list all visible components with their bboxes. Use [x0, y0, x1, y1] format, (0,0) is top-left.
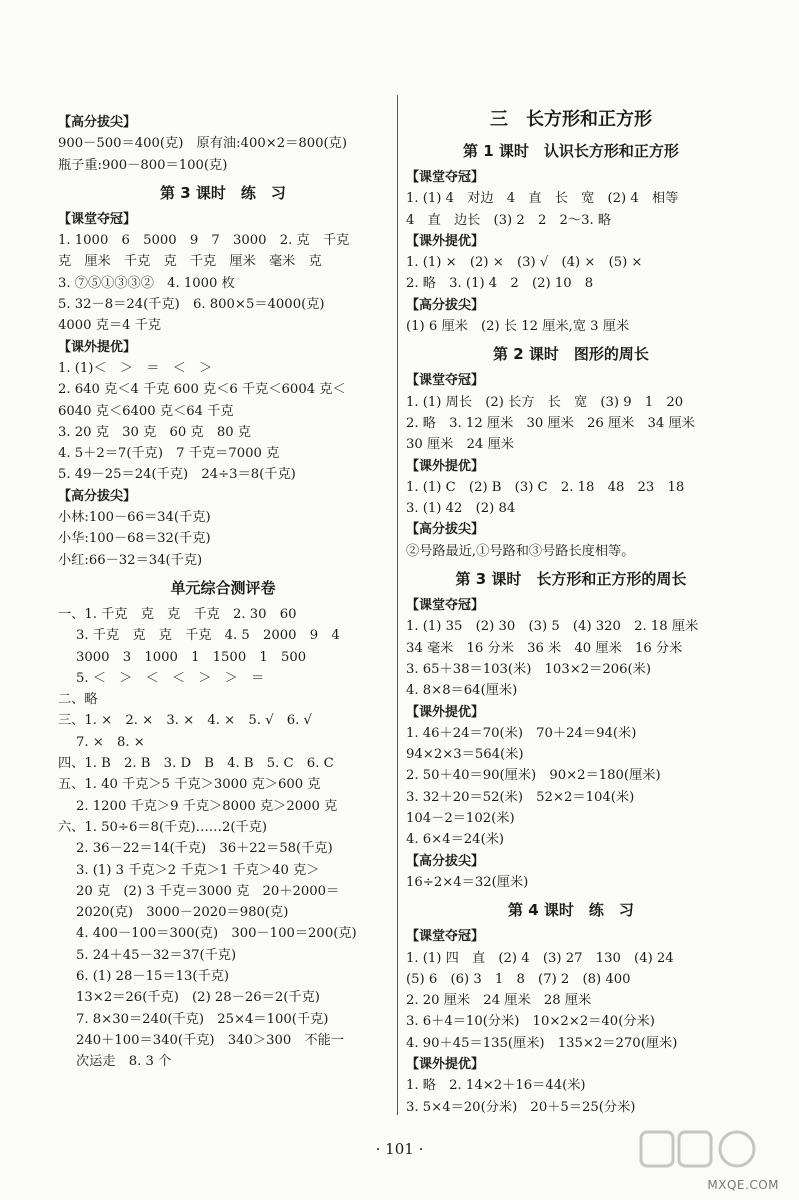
answer-line: 1. (1)＜ ＞ ＝ ＜ ＞ [58, 360, 213, 376]
answer-line: 一、1. 千克 克 克 千克 2. 30 60 [58, 606, 297, 622]
lesson-heading: 第 3 课时 长方形和正方形的周长 [455, 570, 687, 589]
answer-line: 1. 46＋24＝70(米) 70＋24＝94(米) [406, 725, 637, 741]
left-column [58, 112, 388, 1072]
answer-line: 4. 400－100＝300(克) 300－100＝200(克) [76, 926, 357, 942]
section-tag: 【高分拔尖】 [58, 115, 137, 130]
answer-line: 四、1. B 2. B 3. D B 4. B 5. C 6. C [58, 756, 334, 772]
answer-line: 1. (1) 四 直 (2) 4 (3) 27 130 (4) 24 [406, 950, 674, 966]
answer-line: 2020(克) 3000－2020＝980(克) [76, 905, 289, 921]
answer-line: 3. ⑦⑤①③③② 4. 1000 枚 [58, 275, 235, 291]
section-tag: 【高分拔尖】 [406, 297, 485, 313]
section-tag: 【高分拔尖】 [406, 853, 485, 869]
chapter-title: 三 长方形和正方形 [490, 109, 652, 130]
column-divider [397, 95, 398, 1115]
section-tag: 【课外提优】 [406, 704, 485, 720]
answer-line: 2. 略 3. (1) 4 2 (2) 10 8 [406, 276, 594, 292]
answer-line: 次运走 8. 3 个 [76, 1054, 172, 1070]
answer-line: 克 厘米 千克 克 千克 厘米 毫米 克 [58, 254, 322, 270]
answer-line: 16÷2×4＝32(厘米) [406, 874, 529, 890]
answer-line: 3. 20 克 30 克 60 克 80 克 [58, 424, 251, 440]
answer-line: 6. (1) 28－15＝13(千克) [76, 968, 230, 984]
answer-line: 3. (1) 42 (2) 84 [406, 501, 516, 517]
answer-line: 94×2×3＝564(米) [406, 747, 524, 763]
answer-line: 2. 20 厘米 24 厘米 28 厘米 [406, 993, 592, 1009]
section-tag: 【高分拔尖】 [406, 522, 485, 538]
lesson-heading: 第 2 课时 图形的周长 [493, 345, 649, 364]
section-tag: 【课外提优】 [406, 233, 485, 249]
answer-line: 3. 千克 克 克 千克 4. 5 2000 9 4 [76, 628, 340, 644]
answer-line: 7. × 8. × [76, 734, 145, 750]
section-tag: 【高分拔尖】 [58, 488, 137, 504]
answer-line: 六、1. 50÷6＝8(千克)……2(千克) [58, 819, 268, 835]
answer-line: 3. 6＋4＝10(分米) 10×2×2＝40(分米) [406, 1014, 655, 1030]
answer-line: 3. (1) 3 千克＞2 千克＞1 千克＞40 克＞ [76, 862, 320, 878]
section-tag: 【课堂夺冠】 [406, 929, 485, 945]
section-tag: 【课堂夺冠】 [406, 598, 485, 614]
answer-line: 2. 640 克＜4 千克 600 克＜6 千克＜6004 克＜ [58, 382, 346, 398]
right-column [406, 109, 736, 1118]
answer-line: 34 毫米 16 分米 36 米 40 厘米 16 分米 [406, 640, 683, 656]
answer-line: 1. 略 2. 14×2＋16＝44(米) [406, 1078, 586, 1094]
answer-line: 小林:100－66＝34(千克) [58, 510, 211, 526]
answer-line: 20 克 (2) 3 千克＝3000 克 20＋2000＝ [76, 883, 340, 899]
answer-line: 瓶子重:900－800＝100(克) [58, 157, 228, 173]
answer-line: 1. 1000 6 5000 9 7 3000 2. 克 千克 [58, 233, 350, 249]
answer-line: 1. (1) 周长 (2) 长方 长 宽 (3) 9 1 20 [406, 394, 684, 410]
answer-line: 1. (1) C (2) B (3) C 2. 18 48 23 18 [406, 479, 685, 495]
answer-line: 6040 克＜6400 克＜64 千克 [58, 403, 234, 419]
answer-line: 5. ＜ ＞ ＜ ＜ ＞ ＞ ＝ [76, 670, 265, 686]
section-tag: 【课堂夺冠】 [406, 170, 485, 185]
answer-line: 240＋100＝340(千克) 340＞300 不能一 [76, 1032, 345, 1048]
section-tag: 【课外提优】 [406, 1056, 485, 1072]
answer-line: 2. 1200 千克＞9 千克＞8000 克＞2000 克 [76, 798, 338, 814]
answer-line: 三、1. × 2. × 3. × 4. × 5. √ 6. √ [58, 713, 312, 729]
answer-line: 4. 8×8＝64(厘米) [406, 683, 518, 699]
answer-line: 二、略 [58, 692, 98, 708]
answer-line: 3000 3 1000 1 1500 1 500 [76, 649, 307, 665]
answer-line: 104－2＝102(米) [406, 811, 515, 827]
lesson-heading: 第 4 课时 练 习 [508, 901, 634, 920]
answer-line: 5. 49－25＝24(千克) 24÷3＝8(千克) [58, 467, 296, 483]
answer-line: 900－500＝400(克) 原有油:400×2＝800(克) [58, 136, 348, 152]
answer-line: 4000 克＝4 千克 [58, 318, 162, 334]
answer-line: ②号路最近,①号路和③号路长度相等。 [406, 543, 635, 559]
answer-line: 5. 24＋45－32＝37(千克) [76, 947, 237, 963]
answer-line: 7. 8×30＝240(千克) 25×4＝100(千克) [76, 1011, 329, 1027]
answer-line: 2. 36－22＝14(千克) 36＋22＝58(千克) [76, 841, 333, 857]
watermark-url: MXQE.COM [707, 1178, 779, 1192]
answer-line: 4 直 边长 (3) 2 2 2～3. 略 [406, 212, 612, 228]
answer-line: 4. 90＋45＝135(厘米) 135×2＝270(厘米) [406, 1035, 678, 1051]
section-tag: 【课外提优】 [58, 339, 137, 355]
answer-line: 5. 32－8＝24(千克) 6. 800×5＝4000(克) [58, 297, 325, 313]
answer-line: 4. 6×4＝24(米) [406, 832, 505, 848]
lesson-heading: 第 3 课时 练 习 [160, 183, 286, 202]
page-number: · 101 · [375, 1140, 424, 1158]
section-tag: 【课堂夺冠】 [406, 373, 485, 389]
answer-line: (1) 6 厘米 (2) 长 12 厘米,宽 3 厘米 [406, 319, 630, 335]
answer-line: (5) 6 (6) 3 1 8 (7) 2 (8) 400 [406, 971, 631, 987]
answer-line: 2. 50＋40＝90(厘米) 90×2＝180(厘米) [406, 768, 661, 784]
lesson-heading: 第 1 课时 认识长方形和正方形 [463, 142, 679, 160]
answer-line: 4. 5＋2＝7(千克) 7 千克＝7000 克 [58, 446, 280, 462]
section-tag: 【课堂夺冠】 [58, 211, 137, 227]
lesson-heading: 单元综合测评卷 [170, 578, 276, 597]
answer-line: 1. (1) × (2) × (3) √ (4) × (5) × [406, 255, 643, 271]
answer-line: 3. 5×4＝20(分米) 20＋5＝25(分米) [406, 1099, 636, 1115]
answer-line: 1. (1) 4 对边 4 直 长 宽 (2) 4 相等 [406, 191, 679, 207]
answer-line: 小华:100－68＝32(千克) [58, 531, 211, 547]
answer-line: 2. 略 3. 12 厘米 30 厘米 26 厘米 34 厘米 [406, 415, 695, 431]
answer-line: 小红:66－32＝34(千克) [58, 552, 203, 568]
section-tag: 【课外提优】 [406, 458, 485, 474]
answer-line: 13×2＝26(千克) (2) 28－26＝2(千克) [76, 990, 320, 1006]
answer-line: 1. (1) 35 (2) 30 (3) 5 (4) 320 2. 18 厘米 [406, 619, 699, 635]
answer-line: 30 厘米 24 厘米 [406, 437, 514, 453]
answer-line: 五、1. 40 千克＞5 千克＞3000 克＞600 克 [58, 777, 321, 793]
answer-line: 3. 65＋38＝103(米) 103×2＝206(米) [406, 661, 651, 677]
answer-line: 3. 32＋20＝52(米) 52×2＝104(米) [406, 789, 635, 805]
